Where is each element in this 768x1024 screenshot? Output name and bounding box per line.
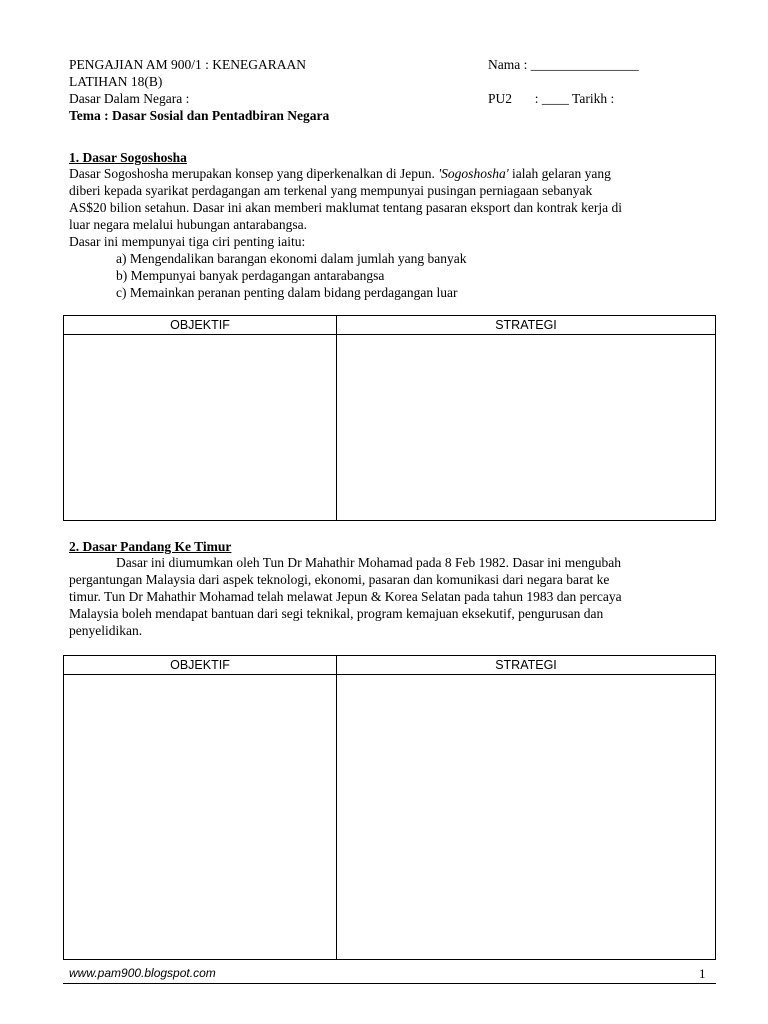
- section1-line5: Dasar ini mempunyai tiga ciri penting iaitu:: [69, 234, 306, 249]
- section1-line4: luar negara melalui hubungan antarabangsa.: [69, 217, 308, 232]
- strategy-column-header: STRATEGI: [495, 657, 557, 672]
- pu2-label: PU2: [488, 91, 513, 106]
- list-item: c) Memainkan peranan penting dalam bidang perdagangan luar: [116, 285, 458, 300]
- theme-title: Tema : Dasar Sosial dan Pentadbiran Negara: [69, 108, 330, 123]
- objective-answer-cell[interactable]: [64, 335, 337, 521]
- table-header-row: [64, 656, 715, 675]
- section1-line1-b: ialah gelaran yang: [508, 166, 611, 181]
- date-label: Tarikh :: [572, 91, 615, 106]
- strategy-answer-cell[interactable]: [337, 675, 715, 960]
- section2-line1: Dasar ini diumumkan oleh Tun Dr Mahathir Mohamad pada 8 Feb 1982. Dasar ini mengubah: [116, 555, 622, 570]
- section2-answer-table: [63, 655, 716, 960]
- section1-heading: 1. Dasar Sogoshosha: [69, 150, 187, 165]
- pu2-colon: :: [534, 91, 539, 106]
- name-blank: ________________: [530, 57, 639, 72]
- strategy-column-header: STRATEGI: [495, 317, 557, 332]
- section1-paragraph: [69, 165, 719, 250]
- pu2-blank: ____: [541, 91, 569, 106]
- section1-line3: AS$20 bilion setahun. Dasar ini akan memberi maklumat tentang pasaran eksport dan kontrak kerja di: [69, 200, 622, 215]
- objective-answer-cell[interactable]: [64, 675, 337, 960]
- table-header-row: [64, 316, 715, 335]
- section1-feature-list: [116, 250, 467, 301]
- footer-url[interactable]: www.pam900.blogspot.com: [69, 966, 216, 980]
- section2-line3: timur. Tun Dr Mahathir Mohamad telah melawat Jepun & Korea Selatan pada tahun 1983 dan percaya: [69, 589, 622, 604]
- name-label: Nama :: [488, 57, 528, 72]
- policy-subtitle: Dasar Dalam Negara :: [69, 91, 190, 106]
- section1-line1-a: Dasar Sogoshosha merupakan konsep yang diperkenalkan di Jepun.: [69, 166, 439, 181]
- section1-line1: [69, 165, 719, 182]
- page-number: 1: [699, 966, 706, 981]
- section2-line5: penyelidikan.: [69, 623, 143, 638]
- course-title: PENGAJIAN AM 900/1 : KENEGARAAN: [69, 57, 307, 72]
- section2-line4: Malaysia boleh mendapat bantuan dari segi teknikal, program kemajuan eksekutif, pengurusan dan: [69, 606, 604, 621]
- section2-line2: pergantungan Malaysia dari aspek teknologi, ekonomi, pasaran dan komunikasi dari negara barat ke: [69, 572, 610, 587]
- section2-heading: 2. Dasar Pandang Ke Timur: [69, 539, 232, 554]
- exercise-title: LATIHAN 18(B): [69, 74, 163, 89]
- section1-line2: diberi kepada syarikat perdagangan am terkenal yang mempunyai pusingan perniagaan sebanyak: [69, 183, 593, 198]
- table-answer-row: [64, 675, 715, 960]
- section2-paragraph: [69, 554, 719, 639]
- class-date-field: [488, 90, 614, 107]
- section1-answer-table: [63, 315, 716, 521]
- list-item: a) Mengendalikan barangan ekonomi dalam jumlah yang banyak: [116, 251, 467, 266]
- strategy-answer-cell[interactable]: [337, 335, 715, 521]
- list-item: b) Mempunyai banyak perdagangan antarabangsa: [116, 268, 385, 283]
- objective-column-header: OBJEKTIF: [64, 656, 337, 674]
- footer-divider: [63, 983, 716, 984]
- sogoshosha-term: 'Sogoshosha': [438, 166, 509, 181]
- table-answer-row: [64, 335, 715, 521]
- objective-column-header: OBJEKTIF: [64, 316, 337, 334]
- name-field: [488, 56, 639, 73]
